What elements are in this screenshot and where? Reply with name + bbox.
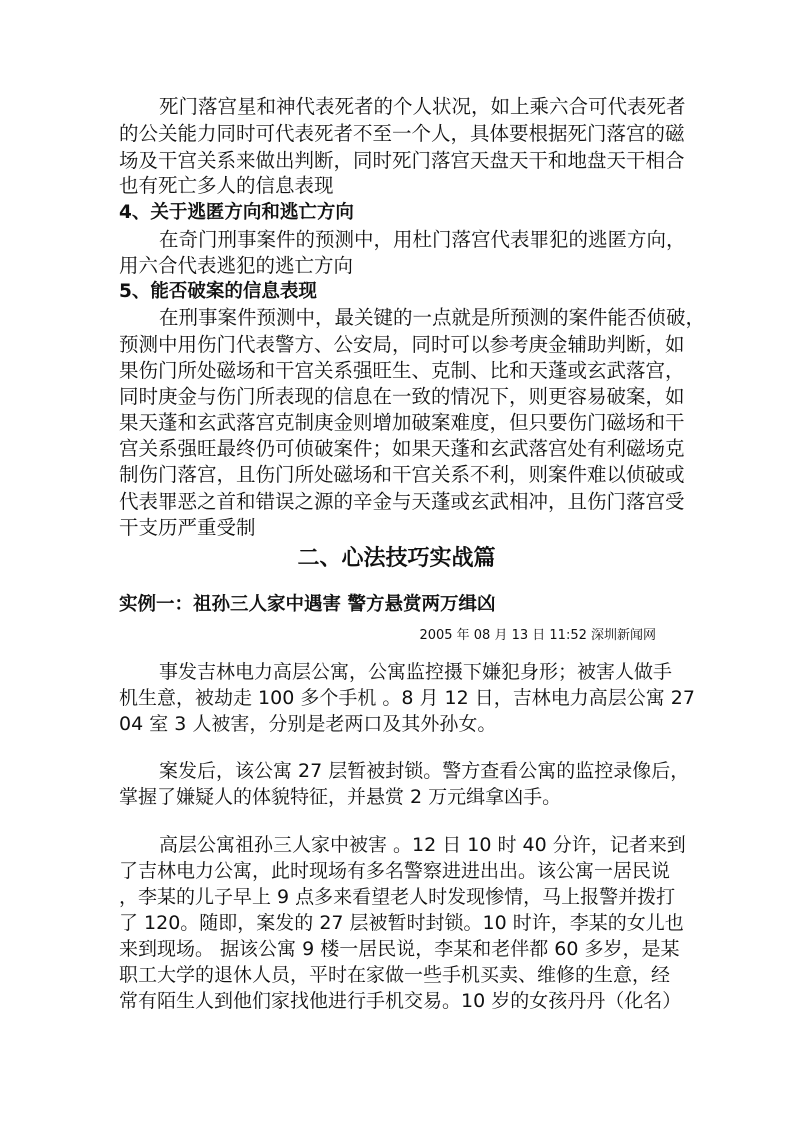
text-line: 了吉林电力公寓，此时现场有多名警察进进出出。该公寓一居民说 bbox=[119, 860, 671, 882]
text-line: 事发吉林电力高层公寓，公寓监控摄下嫌犯身形；被害人做手 bbox=[159, 661, 673, 683]
text-line: 案发后，该公寓 27 层暂被封锁。警方查看公寓的监控录像后， bbox=[159, 760, 690, 782]
text-line: 也有死亡多人的信息表现 bbox=[119, 174, 334, 197]
dateline: 2005 年 08 月 13 日 11:52 深圳新闻网 bbox=[419, 628, 656, 643]
text-line: 制伤门落宫，且伤门所处磁场和干宫关系不利，则案件难以侦破或 bbox=[119, 463, 685, 486]
text-line: 机生意，被劫走 100 多个手机 。8 月 12 日，吉林电力高层公寓 27 bbox=[119, 687, 695, 709]
text-line: 04 室 3 人被害，分别是老两口及其外孙女。 bbox=[119, 713, 497, 735]
text-line: 用六合代表逃犯的逃亡方向 bbox=[119, 254, 354, 277]
text-line: 代表罪恶之首和错误之源的辛金与天蓬或玄武相冲，且伤门落宫受 bbox=[119, 490, 685, 513]
text-line: 高层公寓祖孙三人家中被害 。12 日 10 时 40 分许，记者来到 bbox=[159, 834, 686, 856]
text-line: 果伤门所处磁场和干宫关系强旺生、克制、比和天蓬或玄武落宫， bbox=[119, 359, 685, 382]
case-title: 实例一：祖孙三人家中遇害 警方悬赏两万缉凶 bbox=[119, 594, 496, 615]
text-line: 来到现场。 据该公寓 9 楼一居民说，李某和老伴都 60 多岁，是某 bbox=[119, 938, 680, 960]
heading-5: 5、能否破案的信息表现 bbox=[119, 281, 317, 302]
text-line: 了 120。随即，案发的 27 层被暂时封锁。10 时许，李某的女儿也 bbox=[119, 912, 684, 934]
text-line: 掌握了嫌疑人的体貌特征，并悬赏 2 万元缉拿凶手。 bbox=[119, 786, 562, 808]
text-line: 的公关能力同时可代表死者不至一个人，具体要根据死门落宫的磁 bbox=[119, 122, 685, 145]
text-line: 在刑事案件预测中，最关键的一点就是所预测的案件能否侦破， bbox=[159, 306, 706, 329]
heading-4: 4、关于逃匿方向和逃亡方向 bbox=[119, 202, 354, 223]
text-line: ，李某的儿子早上 9 点多来看望老人时发现惨情，马上报警并拨打 bbox=[119, 886, 676, 908]
text-line: 死门落宫星和神代表死者的个人状况，如上乘六合可代表死者 bbox=[159, 95, 686, 118]
text-line: 常有陌生人到他们家找他进行手机交易。10 岁的女孩丹丹（化名） bbox=[119, 990, 682, 1012]
text-line: 同时庚金与伤门所表现的信息在一致的情况下，则更容易破案，如 bbox=[119, 385, 685, 408]
text-line: 职工大学的退休人员，平时在家做一些手机买卖、维修的生意，经 bbox=[119, 964, 671, 986]
text-line: 场及干宫关系来做出判断，同时死门落宫天盘天干和地盘天干相合 bbox=[119, 149, 685, 172]
text-line: 干支历严重受制 bbox=[119, 516, 256, 539]
chapter-title: 二、心法技巧实战篇 bbox=[297, 546, 496, 571]
text-line: 预测中用伤门代表警方、公安局，同时可以参考庚金辅助判断，如 bbox=[119, 333, 685, 356]
text-line: 在奇门刑事案件的预测中，用杜门落宫代表罪犯的逃匿方向， bbox=[159, 228, 686, 251]
text-line: 宫关系强旺最终仍可侦破案件；如果天蓬和玄武落宫处有利磁场克 bbox=[119, 437, 685, 460]
text-line: 果天蓬和玄武落宫克制庚金则增加破案难度，但只要伤门磁场和干 bbox=[119, 411, 685, 434]
